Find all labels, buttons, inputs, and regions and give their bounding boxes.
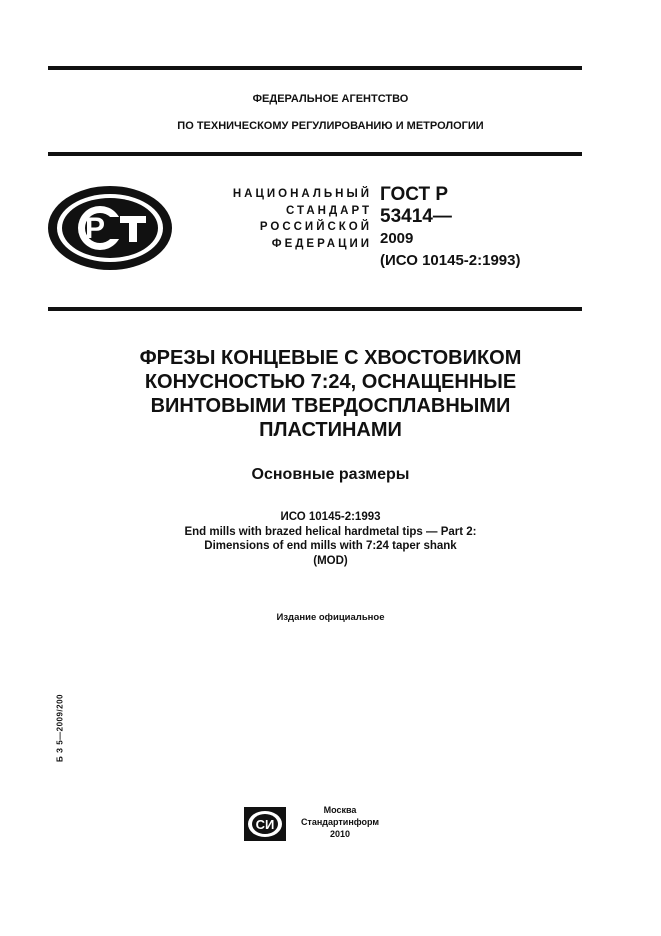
gost-label: ГОСТ Р (380, 184, 449, 205)
iso-block (0, 510, 661, 568)
publisher-name: Стандартинформ (300, 817, 380, 827)
gost-designation (380, 184, 520, 272)
top-rule (48, 66, 582, 70)
agency-line-2: ПО ТЕХНИЧЕСКОМУ РЕГУЛИРОВАНИЮ И МЕТРОЛОГИИ (177, 120, 484, 132)
publisher-city: Москва (323, 805, 357, 815)
natstd-line-1: НАЦИОНАЛЬНЫЙ (232, 188, 372, 200)
document-title (0, 346, 661, 442)
natstd-line-3: РОССИЙСКОЙ (259, 221, 372, 233)
iso-line-4: (MOD) (313, 554, 348, 567)
publisher-logo (244, 807, 286, 841)
gost-year: 2009 (380, 230, 414, 247)
gost-number: 53414— (380, 206, 452, 227)
iso-line-3: Dimensions of end mills with 7:24 taper shank (204, 540, 457, 552)
svg-text:СИ: СИ (255, 817, 275, 832)
title-line-1: ФРЕЗЫ КОНЦЕВЫЕ С ХВОСТОВИКОМ (139, 347, 522, 369)
title-line-2: КОНУСНОСТЬЮ 7:24, ОСНАЩЕННЫЕ (144, 371, 517, 393)
side-code: Б З 5—2009/200 (55, 693, 65, 763)
national-standard-label (180, 186, 372, 252)
publisher-year: 2010 (329, 829, 351, 839)
edition-label: Издание официальное (276, 612, 385, 623)
svg-text:Р: Р (84, 212, 106, 245)
iso-reference: (ИСО 10145-2:1993) (380, 252, 521, 269)
title-line-4: ПЛАСТИНАМИ (259, 419, 402, 441)
section-rule (48, 307, 582, 311)
title-line-3: ВИНТОВЫМИ ТВЕРДОСПЛАВНЫМИ (150, 395, 511, 417)
rst-logo (45, 183, 175, 273)
document-subtitle: Основные размеры (251, 466, 410, 483)
natstd-line-2: СТАНДАРТ (286, 204, 372, 217)
natstd-line-4: ФЕДЕРАЦИИ (271, 237, 372, 250)
agency-line-1: ФЕДЕРАЛЬНОЕ АГЕНТСТВО (252, 93, 409, 105)
iso-line-1: ИСО 10145-2:1993 (280, 511, 381, 523)
publisher-info (290, 804, 390, 840)
iso-line-2: End mills with brazed helical hardmetal tips — Part 2: (184, 525, 477, 538)
header-rule (48, 152, 582, 156)
